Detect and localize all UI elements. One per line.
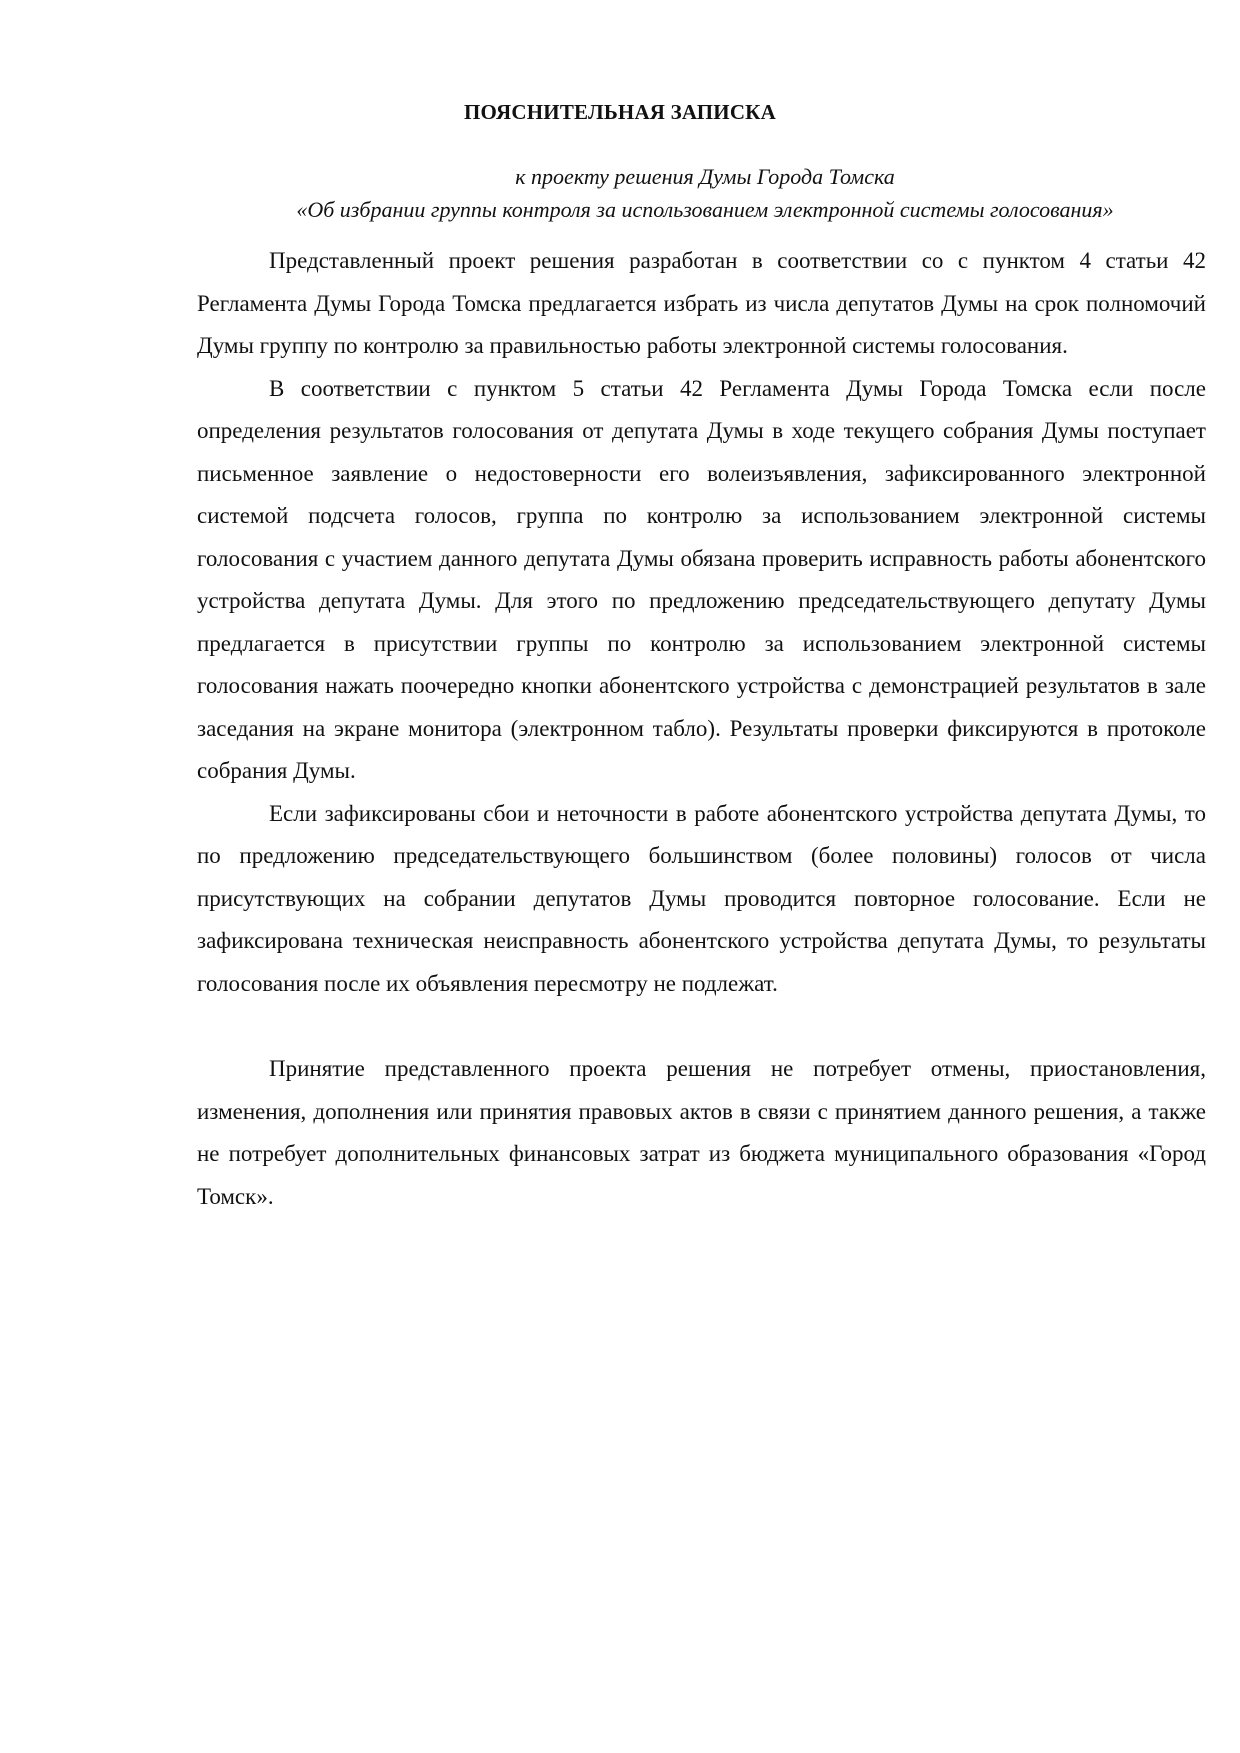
subtitle-line-1: к проекту решения Думы Города Томска — [515, 164, 895, 189]
document-subtitle — [190, 160, 1220, 226]
paragraph-1: Представленный проект решения разработан в соответствии со с пунктом 4 статьи 42 Регламента Думы Города Томска предлагается избрать из числа депутатов Думы на срок полномочий Думы группу по контролю за правильностью работы электронной системы голосования. — [197, 248, 1206, 358]
subtitle-line-2: «Об избрании группы контроля за использованием электронной системы голосования» — [296, 197, 1114, 222]
paragraph-3: Если зафиксированы сбои и неточности в работе абонентского устройства депутата Думы, то по предложению председательствующего большинством (более половины) голосов от числа присутствующих на собрании депутатов Думы проводится повторное голосование. Если не зафиксирована техническая неисправность абонентского устройства депутата Думы, то результаты голосования после их объявления пересмотру не подлежат. — [197, 800, 1206, 996]
document-title: ПОЯСНИТЕЛЬНАЯ ЗАПИСКА — [464, 100, 776, 124]
paragraph-2: В соответствии с пунктом 5 статьи 42 Регламента Думы Города Томска если после определения результатов голосования от депутата Думы в ходе текущего собрания Думы поступает письменное заявление о недостоверности его волеизъявления, зафиксированного электронной системой подсчета голосов, группа по контролю за использованием электронной системы голосования с участием данного депутата Думы обязана проверить исправность работы абонентского устройства депутата Думы. Для этого по предложению председательствующего депутату Думы предлагается в присутствии группы по контролю за использованием электронной системы голосования нажать поочередно кнопки абонентского устройства с демонстрацией результатов в зале заседания на экране монитора (электронном табло). Результаты проверки фиксируются в протоколе собрания Думы. — [197, 375, 1206, 783]
document-body — [197, 240, 1206, 1218]
paragraph-4: Принятие представленного проекта решения не потребует отмены, приостановления, изменения, дополнения или принятия правовых актов в связи с принятием данного решения, а также не потребует дополнительных финансовых затрат из бюджета муниципального образования «Город Томск». — [197, 1056, 1206, 1209]
